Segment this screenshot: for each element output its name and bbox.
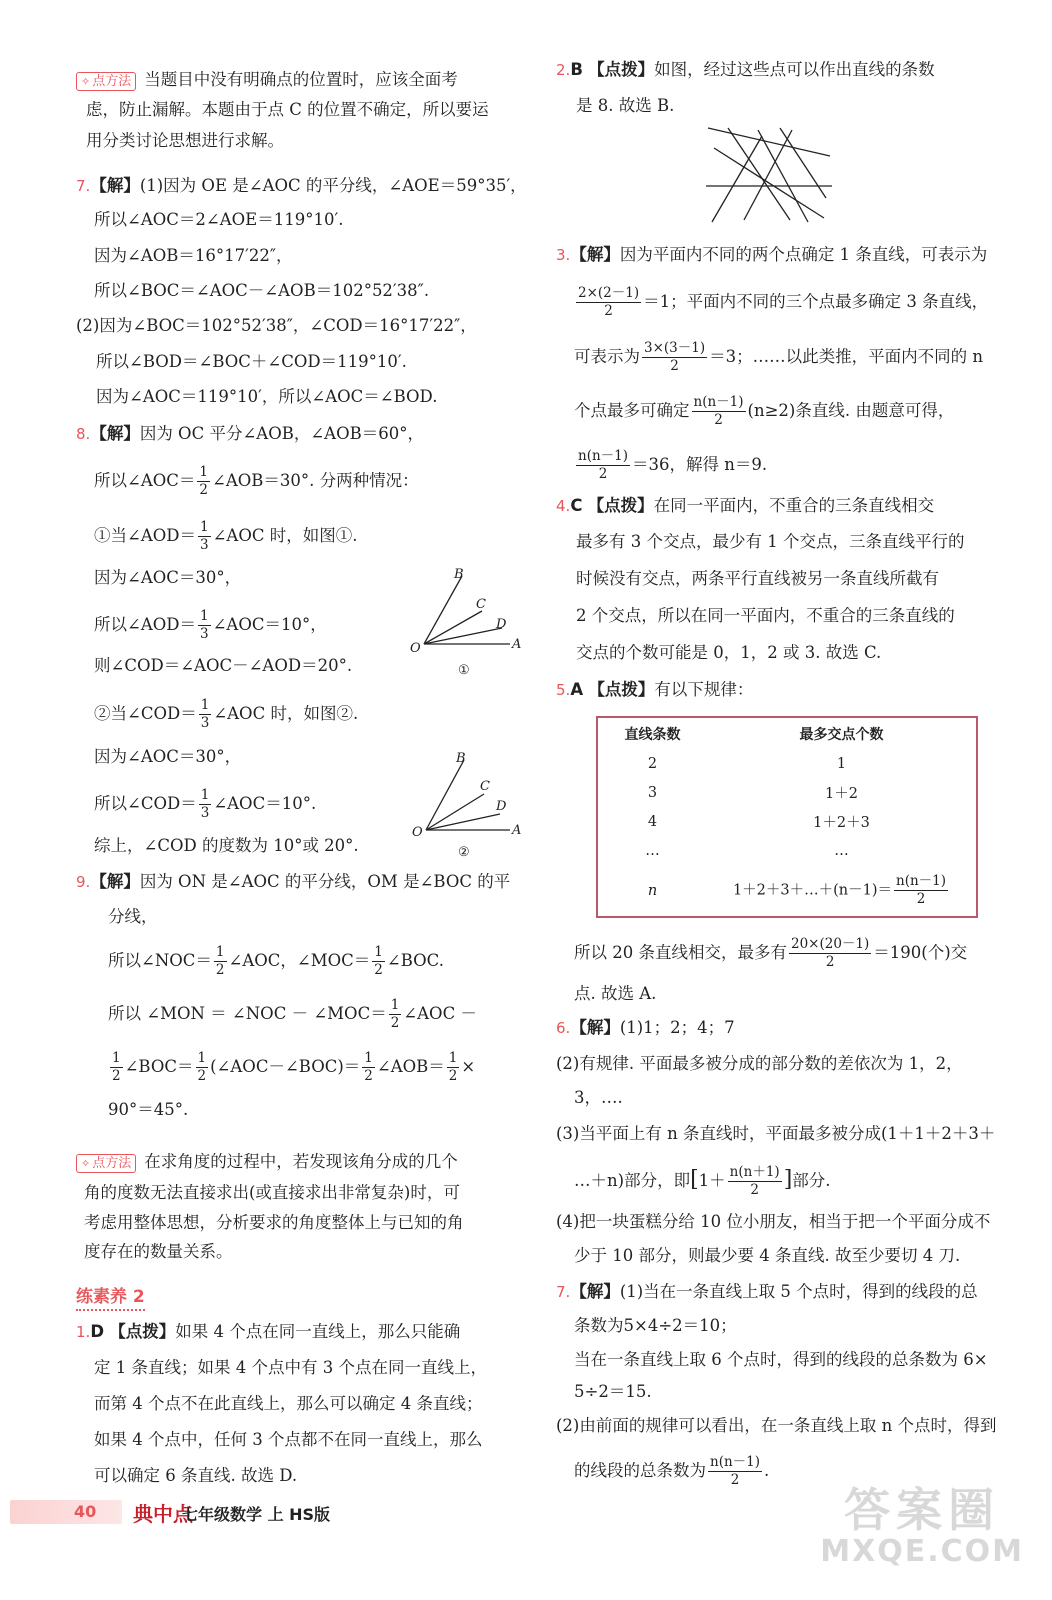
q1-line: 而第 4 个点不在此直线上，那么可以确定 4 条直线；	[94, 1394, 483, 1413]
q3-line1: 3.【解】因为平面内不同的两个点确定 1 条直线，可表示为	[556, 245, 988, 264]
angle-figure-1	[406, 568, 526, 678]
point-label: O	[412, 825, 423, 840]
point-label: C	[476, 597, 486, 612]
q5-line1: 5.A 【点拨】有以下规律：	[556, 680, 754, 699]
table-header: 最多交点个数	[799, 726, 884, 743]
tip-2-line: 考虑用整体思想，分析要求的角度整体上与已知的角	[84, 1213, 464, 1232]
fraction: $\frac{1}{2}$	[112, 1050, 121, 1084]
q8-line4: 因为∠AOC＝30°，	[94, 568, 242, 587]
q8-line6: 则∠COD＝∠AOC－∠AOD＝20°.	[94, 656, 353, 675]
q1-line: 可以确定 6 条直线. 故选 D.	[94, 1466, 298, 1485]
fraction: $\frac{1}{2}$	[215, 944, 225, 978]
q7-line: 所以∠BOD＝∠BOC＋∠COD＝119°10′.	[96, 352, 407, 371]
q9-line6: 90°＝45°.	[108, 1100, 189, 1119]
brand-logo: 典中点	[133, 1502, 193, 1526]
q9-line2: 分线，	[108, 907, 158, 926]
table-row: 3 1＋2	[647, 784, 858, 802]
point-label: D	[496, 799, 507, 814]
q7-line: 所以∠AOC＝2∠AOE＝119°10′.	[94, 210, 344, 229]
fraction: $\frac{1}{2}$	[197, 1050, 207, 1084]
q6-line: (2)有规律. 平面最多被分成的部分数的差依次为 1，2，	[556, 1054, 963, 1073]
point-label: D	[496, 617, 507, 632]
fraction: $\frac{n(n-1)}{2}$	[710, 1454, 761, 1488]
fraction: $\frac{n(n-1)}{2}$	[693, 394, 744, 428]
q6-line: 少于 10 部分，则最少要 4 条直线. 故至少要切 4 刀.	[574, 1246, 961, 1265]
q8-line8: 因为∠AOC＝30°，	[94, 747, 242, 766]
q6-line: 3，….	[574, 1088, 623, 1107]
fraction: $\frac{1}{2}$	[374, 944, 383, 978]
fraction: $\frac{20\times(20-1)}{2}$	[791, 936, 870, 970]
q4-line: 2 个交点，所以在同一平面内，不重合的三条直线的	[576, 606, 955, 625]
table-row: n 1＋2＋3＋…＋(n－1)＝ $\frac{n(n-1)}{2}$	[647, 873, 947, 907]
star-icon: ✧	[81, 1157, 91, 1170]
table-row: … …	[645, 842, 849, 859]
table-header-row	[597, 717, 977, 749]
q1-line: 如果 4 个点中，任何 3 个点都不在同一直线上，那么	[94, 1430, 483, 1449]
q8-line2: 所以∠AOC＝ $\frac{1}{2}$ ∠AOB＝30°. 分两种情况：	[94, 464, 419, 498]
point-label: B	[456, 751, 466, 766]
method-badge: ✧ 点方法	[76, 1154, 136, 1173]
q9-line4: 所以 ∠MON ＝ ∠NOC － ∠MOC＝ $\frac{1}{2}$ ∠AOC －	[108, 997, 477, 1031]
q8-line3: ①当∠AOD＝ $\frac{1}{3}$ ∠AOC 时，如图①.	[94, 519, 358, 553]
q1-line: 定 1 条直线；如果 4 个点中有 3 个点在同一直线上，	[94, 1358, 487, 1377]
fraction: $\frac{n(n-1)}{2}$	[896, 873, 947, 907]
ray-ob	[426, 760, 464, 830]
fraction: $\frac{1}{3}$	[200, 608, 209, 642]
q9-line5: $\frac{1}{2}$ ∠BOC＝ $\frac{1}{2}$ (∠AOC－∠BOC)＝ $\frac{1}{2}$ ∠AOB＝ $\frac{1}{2}$ ×	[112, 1050, 476, 1084]
q7-line1: 7.【解】(1)因为 OE 是∠AOC 的平分线，∠AOE＝59°35′，	[76, 176, 527, 195]
point-label: A	[512, 823, 522, 838]
lines-figure	[704, 126, 834, 226]
q4-line1: 4.C 【点拨】在同一平面内，不重合的三条直线相交	[556, 496, 935, 515]
tip-1-line: 用分类讨论思想进行求解。	[86, 131, 284, 150]
q8-line9: 所以∠COD＝ $\frac{1}{3}$ ∠AOC＝10°.	[94, 787, 317, 821]
tip-1-line: 虑，防止漏解。本题由于点 C 的位置不确定，所以要运	[86, 100, 489, 119]
q7-line: 因为∠AOC＝119°10′，所以∠AOC＝∠BOD.	[96, 387, 438, 406]
fraction: $\frac{1}{2}$	[390, 997, 400, 1031]
q2-line1: 2.B 【点拨】如图，经过这些点可以作出直线的条数	[556, 60, 935, 79]
fraction: $\frac{3\times(3-1)}{2}$	[644, 340, 706, 374]
fraction: $\frac{1}{2}$	[199, 464, 208, 498]
section-heading: 练素养 2	[76, 1282, 145, 1311]
q8-line7: ②当∠COD＝ $\frac{1}{3}$ ∠AOC 时，如图②.	[94, 697, 359, 731]
q7r-line: 条数为5×4÷2＝10；	[574, 1316, 737, 1335]
q4-line: 时候没有交点，两条平行直线被另一条直线所截有	[576, 569, 939, 588]
fraction: $\frac{2\times(2-1)}{2}$	[578, 285, 640, 319]
page-number: 40	[74, 1502, 97, 1521]
fraction: $\frac{1}{3}$	[200, 697, 210, 731]
q3-line3: 可表示为 $\frac{3\times(3-1)}{2}$ ＝3；……以此类推，平面内不同的 n	[574, 340, 983, 374]
page-number-bar	[10, 1500, 122, 1524]
angle-figure-2	[406, 748, 526, 858]
table-header: 直线条数	[624, 726, 681, 743]
fraction: $\frac{1}{2}$	[448, 1050, 458, 1084]
figure-caption: ①	[458, 663, 470, 678]
figure-caption: ②	[458, 845, 470, 858]
fraction: $\frac{1}{3}$	[200, 519, 209, 553]
fraction: $\frac{n(n-1)}{2}$	[578, 448, 629, 482]
q7r-line1: 7.【解】(1)当在一条直线上取 5 个点时，得到的线段的总	[556, 1282, 978, 1301]
star-icon: ✧	[81, 75, 91, 88]
rule-table	[596, 716, 978, 918]
table-row: 2 1	[647, 755, 847, 772]
fraction: $\frac{1}{2}$	[364, 1050, 373, 1084]
q7r-line: (2)由前面的规律可以看出，在一条直线上取 n 个点时，得到	[556, 1416, 997, 1435]
ray-oc	[426, 794, 484, 830]
method-badge: ✧ 点方法	[76, 72, 136, 91]
q7r-line: 当在一条直线上取 6 个点时，得到的线段的总条数为 6×	[574, 1350, 988, 1369]
book-title: 七年级数学 上 HS版	[182, 1505, 331, 1524]
q5-line2: 所以 20 条直线相交，最多有 $\frac{20\times(20-1)}{2}$ ＝190(个)交	[574, 936, 968, 970]
q7-line: (2)因为∠BOC＝102°52′38″，∠COD＝16°17′22″，	[76, 316, 477, 335]
ray-od	[424, 628, 502, 644]
q5-line3: 点. 故选 A.	[574, 984, 657, 1003]
point-label: C	[480, 779, 490, 794]
q7-line: 因为∠AOB＝16°17′22″，	[94, 246, 293, 265]
q7r-line6: 的线段的总条数为 $\frac{n(n-1)}{2}$ .	[574, 1454, 770, 1488]
q6-line1: 6.【解】(1)1；2；4；7	[556, 1018, 735, 1037]
tip-2-line: 度存在的数量关系。	[84, 1242, 233, 1261]
q8-line10: 综上，∠COD 的度数为 10°或 20°.	[94, 836, 359, 855]
q8-line1: 8.【解】因为 OC 平分∠AOB，∠AOB＝60°，	[76, 424, 424, 443]
q6-line5: …＋n)部分，即[1＋ $\frac{n(n+1)}{2}$ ]部分.	[574, 1164, 831, 1198]
q3-line2: $\frac{2\times(2-1)}{2}$ ＝1；平面内不同的三个点最多确定 3 条直线，	[578, 285, 989, 319]
q7-line: 所以∠BOC＝∠AOC－∠AOB＝102°52′38″.	[94, 281, 430, 300]
q6-line: (3)当平面上有 n 条直线时，平面最多被分成(1＋1＋2＋3＋	[556, 1124, 996, 1143]
q3-line4: 个点最多可确定 $\frac{n(n-1)}{2}$ (n≥2)条直线. 由题意可得，	[574, 394, 955, 428]
tip-1: ✧ 点方法 当题目中没有明确点的位置时，应该全面考	[76, 68, 458, 92]
point-label: B	[454, 568, 464, 582]
q9-line1: 9.【解】因为 ON 是∠AOC 的平分线，OM 是∠BOC 的平	[76, 872, 511, 891]
q9-line3: 所以∠NOC＝ $\frac{1}{2}$ ∠AOC，∠MOC＝ $\frac{1}{2}$ ∠BOC.	[108, 944, 444, 978]
watermark: 答案圈 MXQE.COM	[820, 1483, 1024, 1569]
q8-line5: 所以∠AOD＝ $\frac{1}{3}$ ∠AOC＝10°，	[94, 608, 327, 642]
fraction: $\frac{n(n+1)}{2}$	[729, 1164, 780, 1198]
q2-line: 是 8. 故选 B.	[576, 96, 675, 115]
table-row: 4 1＋2＋3	[647, 813, 870, 831]
q3-line5: $\frac{n(n-1)}{2}$ ＝36，解得 n＝9.	[578, 448, 768, 482]
q6-line: (4)把一块蛋糕分给 10 位小朋友，相当于把一个平面分成不	[556, 1212, 991, 1231]
q4-line: 交点的个数可能是 0，1，2 或 3. 故选 C.	[576, 643, 882, 662]
point-label: O	[410, 641, 421, 656]
q4-line: 最多有 3 个交点，最少有 1 个交点，三条直线平行的	[576, 532, 965, 551]
q7r-line: 5÷2＝15.	[574, 1382, 652, 1401]
tip-2-line: 角的度数无法直接求出(或直接求出非常复杂)时，可	[84, 1183, 460, 1202]
tip-2: ✧ 点方法 在求角度的过程中，若发现该角分成的几个	[76, 1150, 458, 1174]
fraction: $\frac{1}{3}$	[200, 787, 210, 821]
point-label: A	[512, 637, 522, 652]
q1-line1: 1.D 【点拨】如果 4 个点在同一直线上，那么只能确	[76, 1322, 461, 1341]
ray-od	[426, 814, 500, 830]
